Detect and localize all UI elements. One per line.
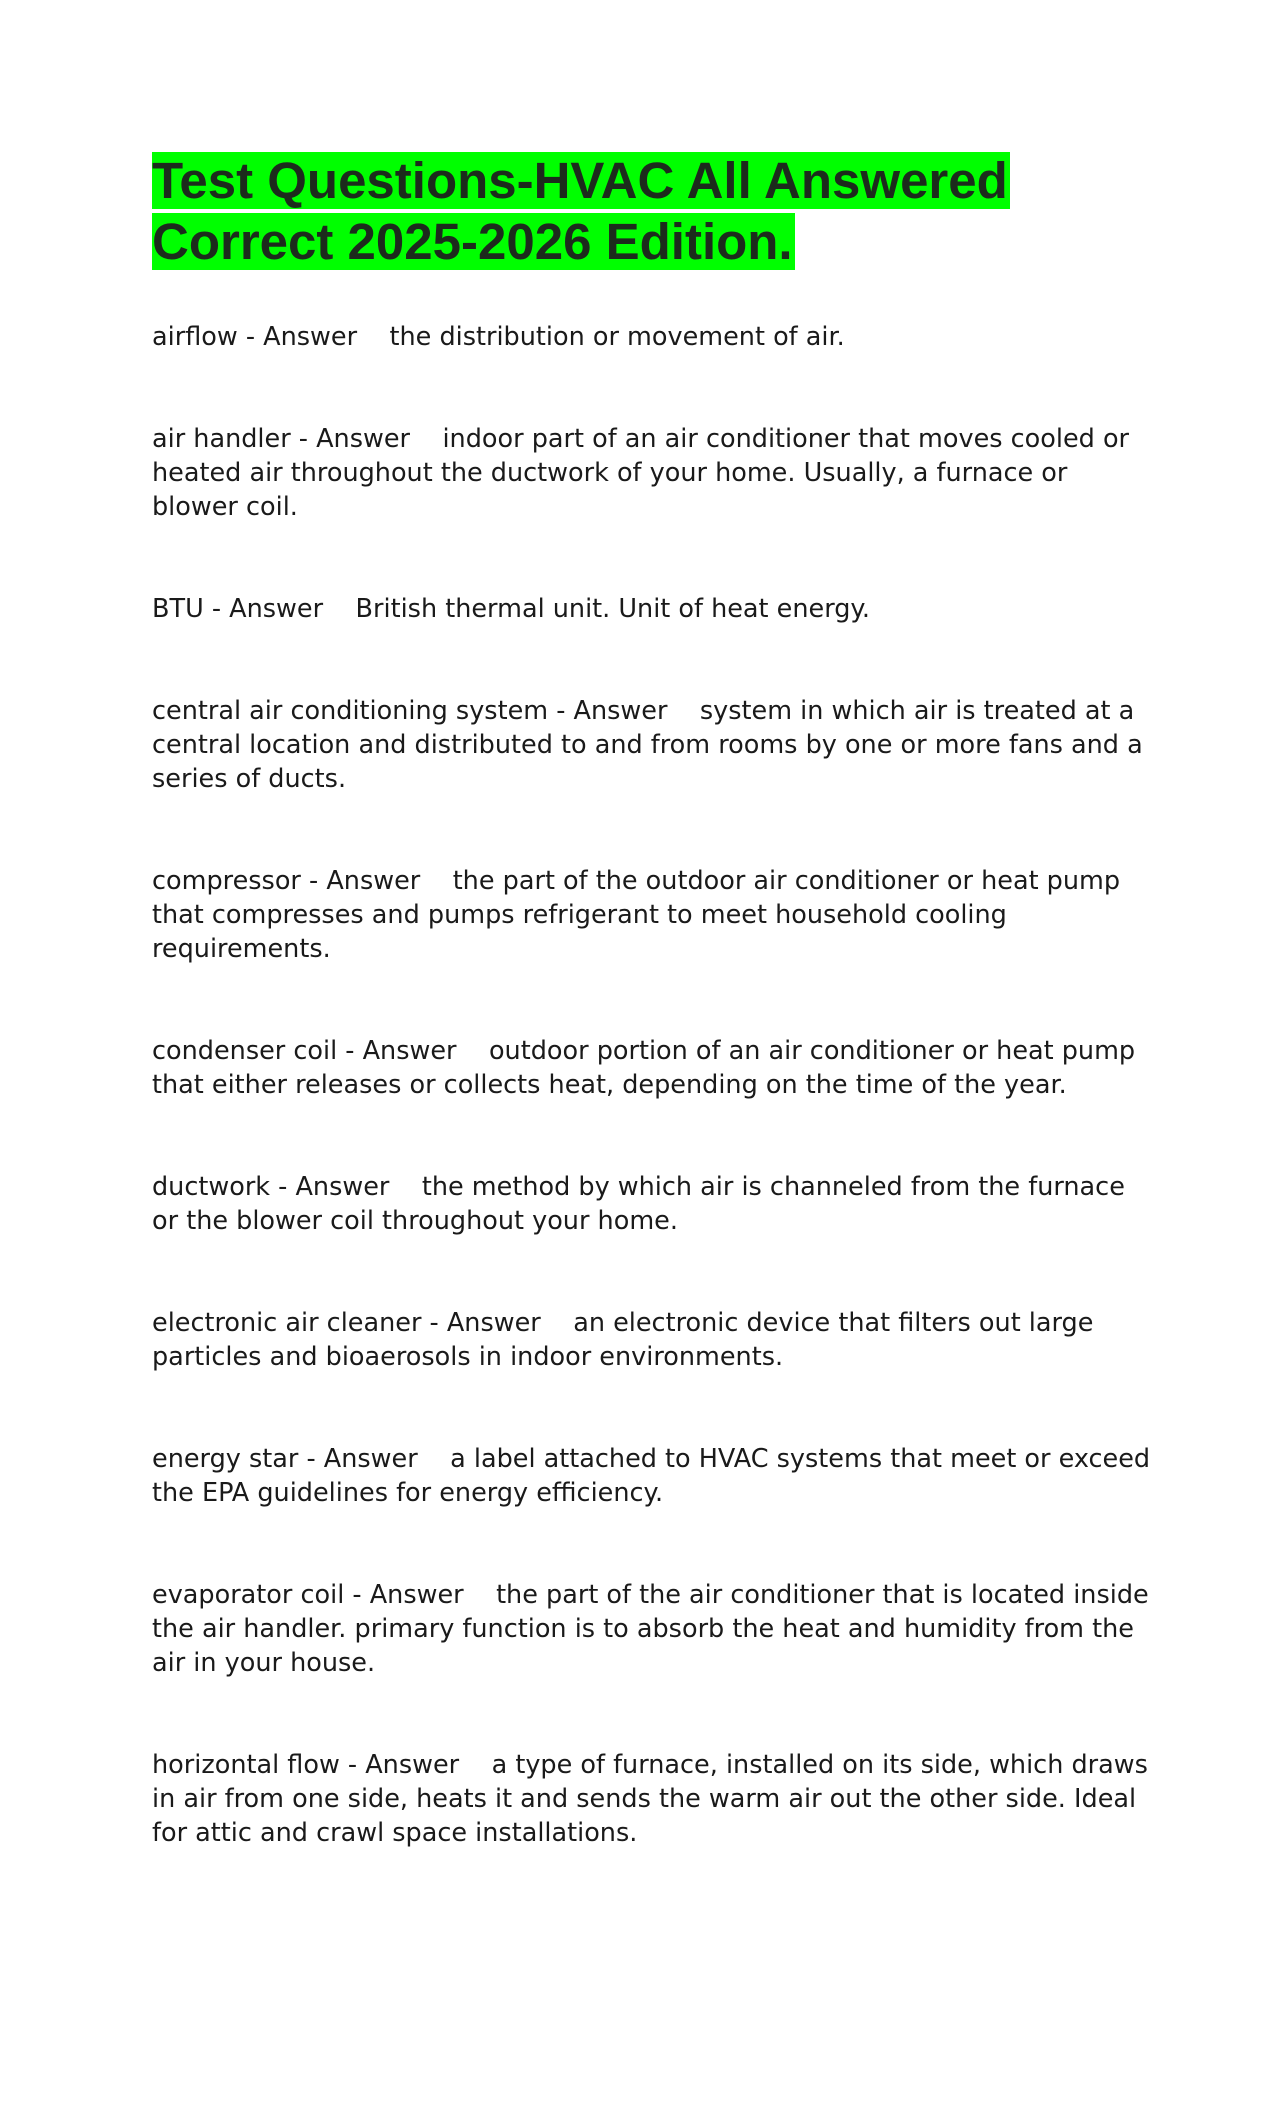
qa-entry	[152, 1306, 1152, 1374]
qa-entry	[152, 1578, 1152, 1680]
answer-marker: - Answer	[270, 1172, 422, 1202]
qa-term: energy star	[152, 1444, 299, 1474]
document-title	[152, 150, 1152, 272]
qa-entry	[152, 694, 1152, 796]
qa-definition: the method by which air is channeled from the furnace or the blower coil throughout your home.	[152, 1172, 1125, 1236]
qa-entry	[152, 592, 1152, 626]
answer-marker: - Answer	[548, 696, 700, 726]
qa-entry	[152, 864, 1152, 966]
qa-term: horizontal flow	[152, 1750, 340, 1780]
qa-entry	[152, 1442, 1152, 1510]
qa-term: BTU	[152, 594, 204, 624]
answer-marker: - Answer	[339, 1750, 492, 1780]
qa-entry	[152, 422, 1152, 524]
qa-term: electronic air cleaner	[152, 1308, 422, 1338]
qa-definition: an electronic device that filters out large particles and bioaerosols in indoor environments.	[152, 1308, 1094, 1372]
qa-term: central air conditioning system	[152, 696, 549, 726]
qa-definition: a label attached to HVAC systems that meet or exceed the EPA guidelines for energy efficiency.	[152, 1444, 1151, 1508]
title-highlight	[152, 152, 1010, 270]
qa-term: compressor	[152, 866, 301, 896]
qa-definition: British thermal unit. Unit of heat energy.	[355, 594, 870, 624]
answer-marker: - Answer	[237, 322, 390, 352]
qa-definition: the distribution or movement of air.	[389, 322, 845, 352]
qa-term: airflow	[152, 322, 238, 352]
qa-definition: system in which air is treated at a central location and distributed to and from rooms by one or more fans and a series of ducts.	[152, 696, 1143, 794]
qa-entry	[152, 1170, 1152, 1238]
title-line-2: Correct 2025-2026 Edition.	[152, 213, 793, 270]
qa-definition: a type of furnace, installed on its side, which draws in air from one side, heats it and sends the warm air out the other side. Ideal for attic and crawl space installations.	[152, 1750, 1148, 1848]
answer-marker: - Answer	[298, 1444, 451, 1474]
qa-term: ductwork	[152, 1172, 271, 1202]
answer-marker: - Answer	[290, 424, 443, 454]
qa-term: condenser coil	[152, 1036, 338, 1066]
title-line-1: Test Questions-HVAC All Answered	[152, 152, 1008, 209]
qa-list	[152, 320, 1152, 1850]
qa-entry	[152, 1034, 1152, 1102]
answer-marker: - Answer	[203, 594, 356, 624]
qa-entry	[152, 1748, 1152, 1850]
answer-marker: - Answer	[421, 1308, 574, 1338]
qa-entry	[152, 320, 1152, 354]
qa-definition: the part of the air conditioner that is located inside the air handler. primary function is to absorb the heat and humidity from the air in your house.	[152, 1580, 1149, 1678]
qa-definition: the part of the outdoor air conditioner or heat pump that compresses and pumps refrigerant to meet household cooling requirements.	[152, 866, 1121, 964]
answer-marker: - Answer	[337, 1036, 489, 1066]
qa-term: air handler	[152, 424, 291, 454]
qa-term: evaporator coil	[152, 1580, 345, 1610]
answer-marker: - Answer	[300, 866, 453, 896]
qa-definition: indoor part of an air conditioner that moves cooled or heated air throughout the ductwork of your home. Usually, a furnace or blower coil.	[152, 424, 1130, 522]
qa-definition: outdoor portion of an air conditioner or heat pump that either releases or collects heat, depending on the time of the year.	[152, 1036, 1136, 1100]
answer-marker: - Answer	[344, 1580, 497, 1610]
document-page	[152, 150, 1152, 1918]
